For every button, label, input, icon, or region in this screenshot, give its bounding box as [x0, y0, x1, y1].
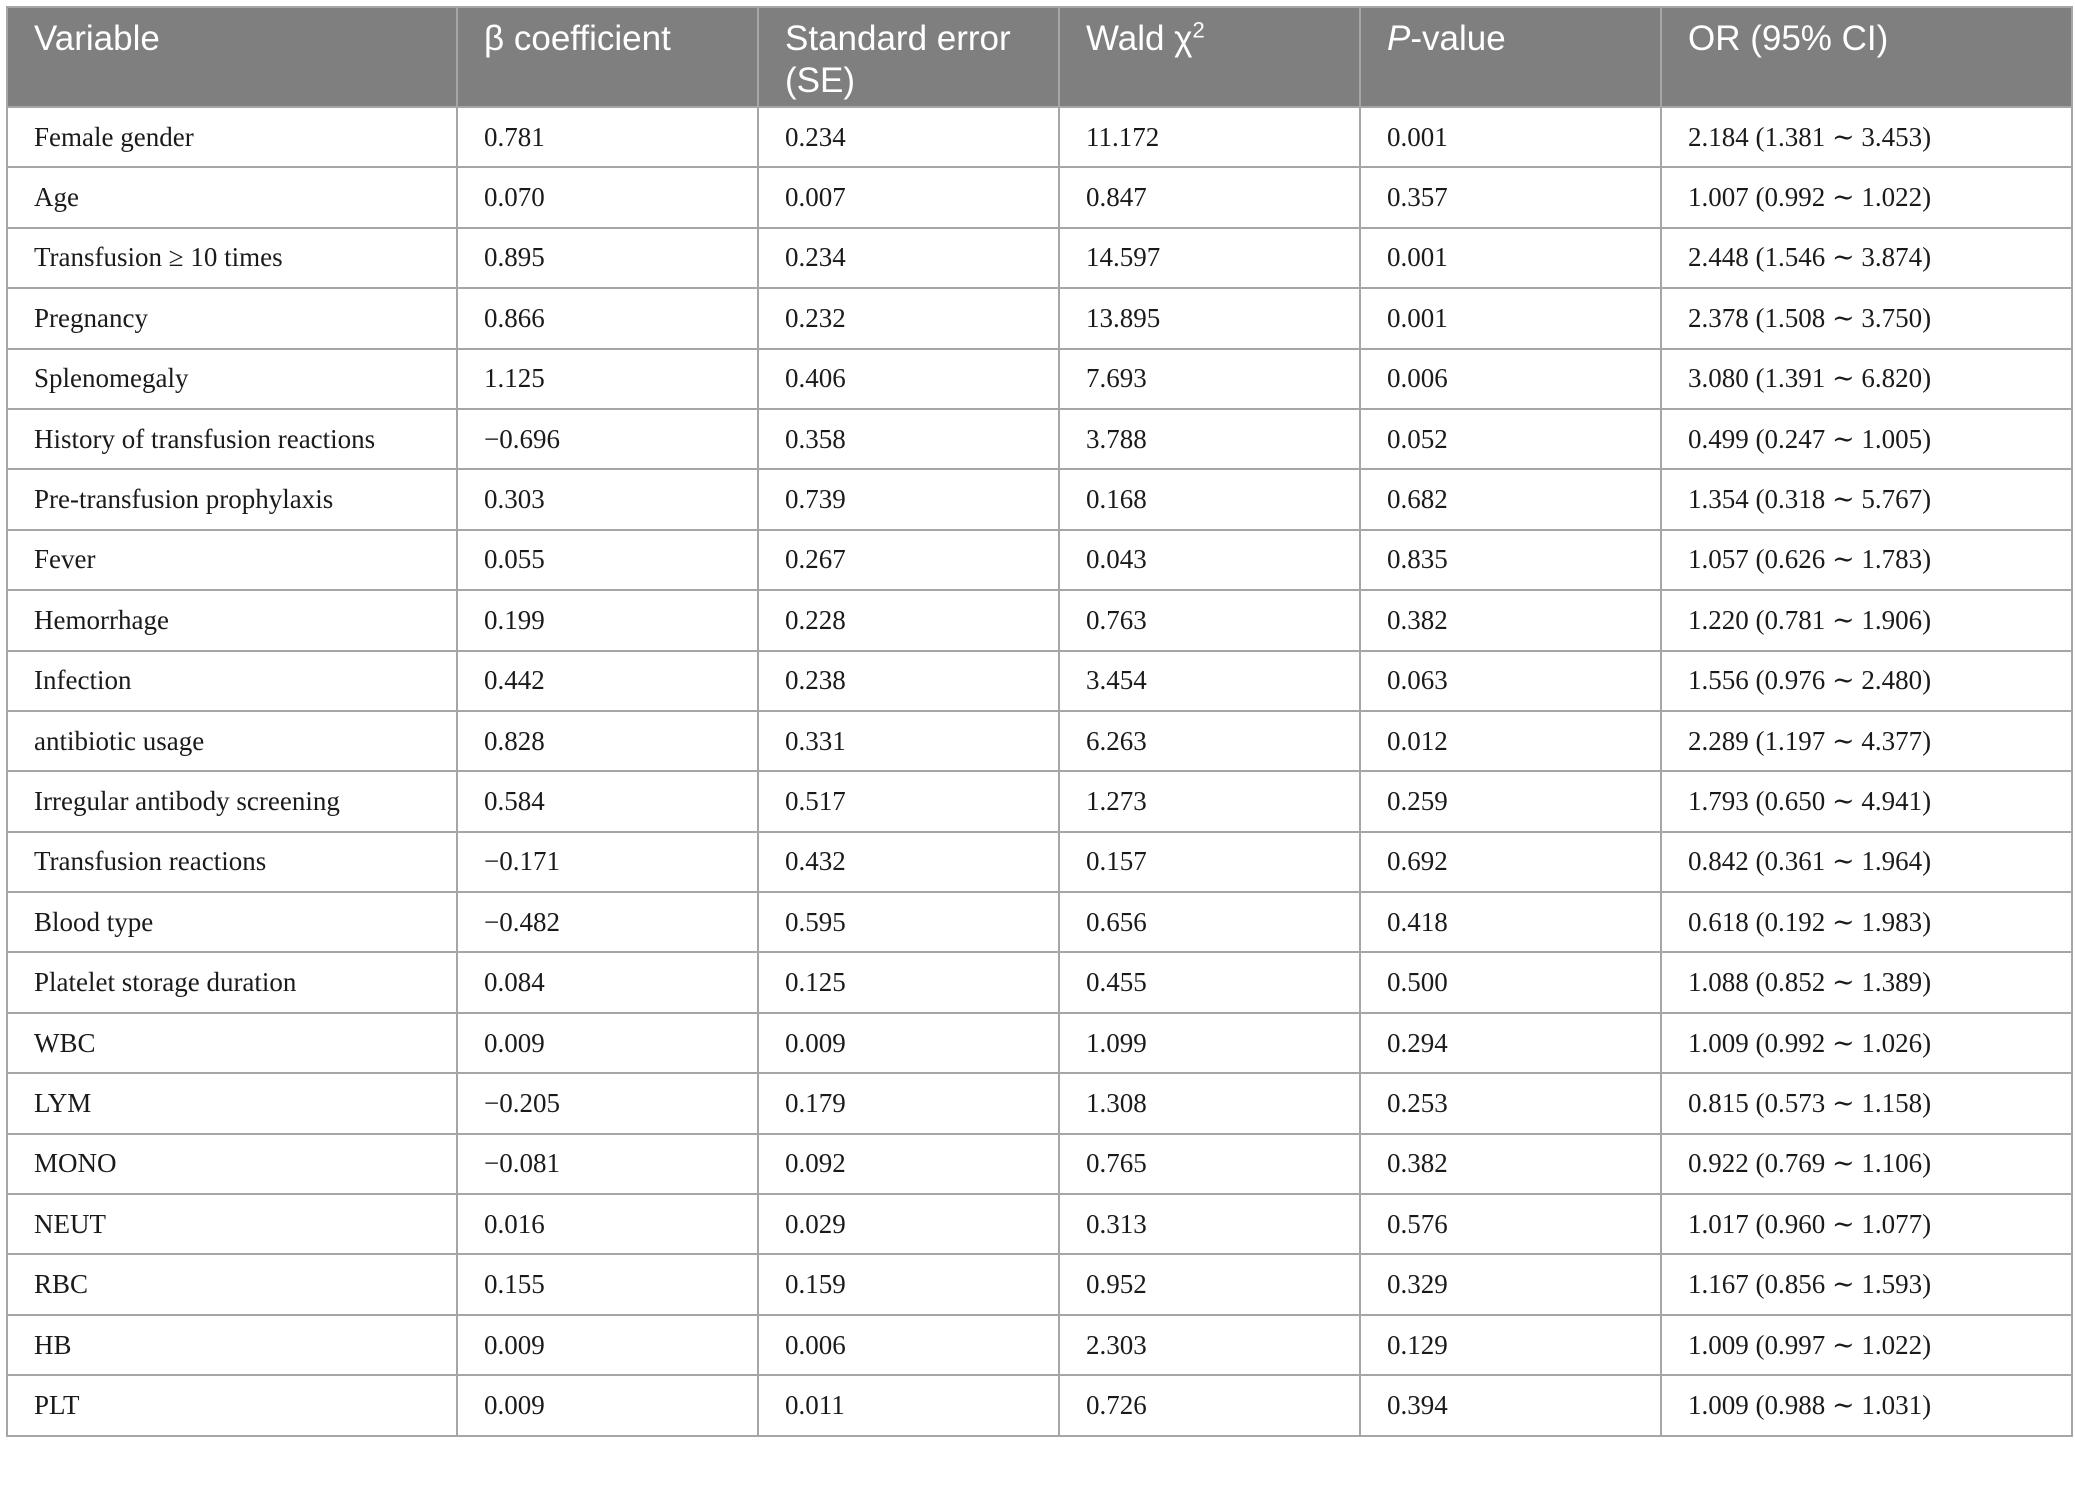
cell-p-value: 0.259 — [1360, 771, 1661, 831]
cell-se: 0.432 — [758, 832, 1059, 892]
cell-variable: Platelet storage duration — [7, 952, 457, 1012]
cell-or: 1.088 (0.852 ∼ 1.389) — [1661, 952, 2072, 1012]
cell-se: 0.029 — [758, 1194, 1059, 1254]
header-row — [7, 7, 2072, 107]
cell-wald: 6.263 — [1059, 711, 1360, 771]
cell-se: 0.092 — [758, 1134, 1059, 1194]
cell-se: 0.011 — [758, 1375, 1059, 1435]
cell-se: 0.009 — [758, 1013, 1059, 1073]
cell-or: 1.793 (0.650 ∼ 4.941) — [1661, 771, 2072, 831]
header-p-value — [1360, 7, 1661, 107]
cell-se: 0.159 — [758, 1254, 1059, 1314]
cell-p-value: 0.253 — [1360, 1073, 1661, 1133]
cell-se: 0.228 — [758, 590, 1059, 650]
table-container — [6, 6, 2071, 1437]
cell-se: 0.595 — [758, 892, 1059, 952]
cell-or: 0.815 (0.573 ∼ 1.158) — [1661, 1073, 2072, 1133]
cell-se: 0.739 — [758, 469, 1059, 529]
cell-or: 1.167 (0.856 ∼ 1.593) — [1661, 1254, 2072, 1314]
table-header — [7, 7, 2072, 107]
cell-beta: 0.442 — [457, 651, 758, 711]
cell-or: 1.354 (0.318 ∼ 5.767) — [1661, 469, 2072, 529]
cell-variable: HB — [7, 1315, 457, 1375]
table-row — [7, 651, 2072, 711]
cell-wald: 1.273 — [1059, 771, 1360, 831]
cell-beta: 0.781 — [457, 107, 758, 167]
cell-or: 1.220 (0.781 ∼ 1.906) — [1661, 590, 2072, 650]
header-p-italic: P — [1387, 19, 1411, 58]
cell-or: 2.289 (1.197 ∼ 4.377) — [1661, 711, 2072, 771]
table-row — [7, 107, 2072, 167]
cell-beta: 0.199 — [457, 590, 758, 650]
cell-beta: 1.125 — [457, 349, 758, 409]
cell-p-value: 0.129 — [1360, 1315, 1661, 1375]
regression-table — [6, 6, 2073, 1437]
table-row — [7, 409, 2072, 469]
cell-variable: LYM — [7, 1073, 457, 1133]
cell-or: 1.057 (0.626 ∼ 1.783) — [1661, 530, 2072, 590]
cell-p-value: 0.357 — [1360, 167, 1661, 227]
cell-variable: Transfusion ≥ 10 times — [7, 228, 457, 288]
cell-variable: Irregular antibody screening — [7, 771, 457, 831]
cell-beta: 0.303 — [457, 469, 758, 529]
cell-se: 0.234 — [758, 228, 1059, 288]
cell-or: 1.556 (0.976 ∼ 2.480) — [1661, 651, 2072, 711]
cell-beta: 0.016 — [457, 1194, 758, 1254]
cell-p-value: 0.012 — [1360, 711, 1661, 771]
cell-p-value: 0.394 — [1360, 1375, 1661, 1435]
cell-wald: 0.726 — [1059, 1375, 1360, 1435]
cell-se: 0.125 — [758, 952, 1059, 1012]
cell-wald: 3.454 — [1059, 651, 1360, 711]
cell-or: 1.009 (0.997 ∼ 1.022) — [1661, 1315, 2072, 1375]
cell-or: 0.618 (0.192 ∼ 1.983) — [1661, 892, 2072, 952]
cell-beta: −0.081 — [457, 1134, 758, 1194]
cell-variable: WBC — [7, 1013, 457, 1073]
cell-p-value: 0.500 — [1360, 952, 1661, 1012]
table-row — [7, 1073, 2072, 1133]
header-wald-superscript: 2 — [1192, 17, 1205, 43]
table-row — [7, 228, 2072, 288]
cell-beta: −0.205 — [457, 1073, 758, 1133]
cell-p-value: 0.001 — [1360, 228, 1661, 288]
cell-wald: 0.043 — [1059, 530, 1360, 590]
cell-beta: 0.895 — [457, 228, 758, 288]
header-wald — [1059, 7, 1360, 107]
cell-p-value: 0.382 — [1360, 1134, 1661, 1194]
cell-beta: 0.070 — [457, 167, 758, 227]
cell-p-value: 0.063 — [1360, 651, 1661, 711]
cell-beta: 0.009 — [457, 1375, 758, 1435]
cell-se: 0.007 — [758, 167, 1059, 227]
cell-beta: −0.696 — [457, 409, 758, 469]
header-se: Standard error (SE) — [758, 7, 1059, 107]
cell-p-value: 0.329 — [1360, 1254, 1661, 1314]
table-row — [7, 1134, 2072, 1194]
cell-or: 3.080 (1.391 ∼ 6.820) — [1661, 349, 2072, 409]
table-row — [7, 1315, 2072, 1375]
cell-p-value: 0.382 — [1360, 590, 1661, 650]
cell-wald: 14.597 — [1059, 228, 1360, 288]
cell-or: 0.922 (0.769 ∼ 1.106) — [1661, 1134, 2072, 1194]
cell-wald: 2.303 — [1059, 1315, 1360, 1375]
cell-p-value: 0.418 — [1360, 892, 1661, 952]
cell-p-value: 0.294 — [1360, 1013, 1661, 1073]
table-row — [7, 1254, 2072, 1314]
cell-beta: 0.155 — [457, 1254, 758, 1314]
cell-p-value: 0.001 — [1360, 107, 1661, 167]
header-p-rest: -value — [1410, 19, 1506, 58]
cell-or: 1.009 (0.992 ∼ 1.026) — [1661, 1013, 2072, 1073]
cell-variable: Fever — [7, 530, 457, 590]
cell-or: 1.017 (0.960 ∼ 1.077) — [1661, 1194, 2072, 1254]
table-row — [7, 832, 2072, 892]
cell-se: 0.006 — [758, 1315, 1059, 1375]
cell-beta: 0.084 — [457, 952, 758, 1012]
cell-p-value: 0.001 — [1360, 288, 1661, 348]
table-row — [7, 530, 2072, 590]
cell-wald: 0.763 — [1059, 590, 1360, 650]
cell-wald: 11.172 — [1059, 107, 1360, 167]
cell-variable: Pre-transfusion prophylaxis — [7, 469, 457, 529]
cell-variable: PLT — [7, 1375, 457, 1435]
cell-or: 2.448 (1.546 ∼ 3.874) — [1661, 228, 2072, 288]
cell-variable: Age — [7, 167, 457, 227]
cell-se: 0.232 — [758, 288, 1059, 348]
cell-wald: 0.952 — [1059, 1254, 1360, 1314]
cell-variable: Female gender — [7, 107, 457, 167]
cell-beta: 0.584 — [457, 771, 758, 831]
cell-wald: 0.847 — [1059, 167, 1360, 227]
cell-or: 1.009 (0.988 ∼ 1.031) — [1661, 1375, 2072, 1435]
table-row — [7, 167, 2072, 227]
table-row — [7, 1375, 2072, 1435]
cell-beta: 0.055 — [457, 530, 758, 590]
cell-p-value: 0.006 — [1360, 349, 1661, 409]
table-row — [7, 771, 2072, 831]
table-row — [7, 711, 2072, 771]
cell-wald: 3.788 — [1059, 409, 1360, 469]
cell-wald: 0.313 — [1059, 1194, 1360, 1254]
cell-wald: 0.157 — [1059, 832, 1360, 892]
cell-p-value: 0.576 — [1360, 1194, 1661, 1254]
cell-se: 0.331 — [758, 711, 1059, 771]
cell-beta: 0.866 — [457, 288, 758, 348]
cell-se: 0.358 — [758, 409, 1059, 469]
cell-se: 0.179 — [758, 1073, 1059, 1133]
cell-variable: Blood type — [7, 892, 457, 952]
table-row — [7, 469, 2072, 529]
table-row — [7, 892, 2072, 952]
cell-wald: 0.656 — [1059, 892, 1360, 952]
cell-wald: 1.099 — [1059, 1013, 1360, 1073]
cell-or: 2.378 (1.508 ∼ 3.750) — [1661, 288, 2072, 348]
table-row — [7, 1194, 2072, 1254]
table-row — [7, 349, 2072, 409]
cell-or: 1.007 (0.992 ∼ 1.022) — [1661, 167, 2072, 227]
header-or: OR (95% CI) — [1661, 7, 2072, 107]
table-body — [7, 107, 2072, 1436]
header-variable: Variable — [7, 7, 457, 107]
cell-variable: NEUT — [7, 1194, 457, 1254]
cell-beta: −0.482 — [457, 892, 758, 952]
cell-variable: Transfusion reactions — [7, 832, 457, 892]
cell-se: 0.517 — [758, 771, 1059, 831]
cell-variable: Splenomegaly — [7, 349, 457, 409]
cell-variable: Pregnancy — [7, 288, 457, 348]
cell-or: 0.842 (0.361 ∼ 1.964) — [1661, 832, 2072, 892]
cell-se: 0.234 — [758, 107, 1059, 167]
cell-wald: 0.168 — [1059, 469, 1360, 529]
cell-p-value: 0.052 — [1360, 409, 1661, 469]
cell-wald: 0.455 — [1059, 952, 1360, 1012]
cell-variable: antibiotic usage — [7, 711, 457, 771]
cell-p-value: 0.682 — [1360, 469, 1661, 529]
table-row — [7, 590, 2072, 650]
cell-beta: 0.009 — [457, 1013, 758, 1073]
cell-wald: 1.308 — [1059, 1073, 1360, 1133]
cell-or: 0.499 (0.247 ∼ 1.005) — [1661, 409, 2072, 469]
header-wald-text: Wald χ — [1086, 19, 1193, 58]
cell-p-value: 0.835 — [1360, 530, 1661, 590]
cell-variable: History of transfusion reactions — [7, 409, 457, 469]
header-beta: β coefficient — [457, 7, 758, 107]
cell-wald: 7.693 — [1059, 349, 1360, 409]
cell-se: 0.406 — [758, 349, 1059, 409]
cell-wald: 0.765 — [1059, 1134, 1360, 1194]
table-row — [7, 952, 2072, 1012]
cell-wald: 13.895 — [1059, 288, 1360, 348]
cell-or: 2.184 (1.381 ∼ 3.453) — [1661, 107, 2072, 167]
cell-se: 0.238 — [758, 651, 1059, 711]
cell-p-value: 0.692 — [1360, 832, 1661, 892]
cell-variable: Infection — [7, 651, 457, 711]
cell-beta: 0.828 — [457, 711, 758, 771]
cell-beta: −0.171 — [457, 832, 758, 892]
cell-variable: MONO — [7, 1134, 457, 1194]
cell-variable: RBC — [7, 1254, 457, 1314]
table-row — [7, 1013, 2072, 1073]
cell-se: 0.267 — [758, 530, 1059, 590]
cell-beta: 0.009 — [457, 1315, 758, 1375]
table-row — [7, 288, 2072, 348]
cell-variable: Hemorrhage — [7, 590, 457, 650]
